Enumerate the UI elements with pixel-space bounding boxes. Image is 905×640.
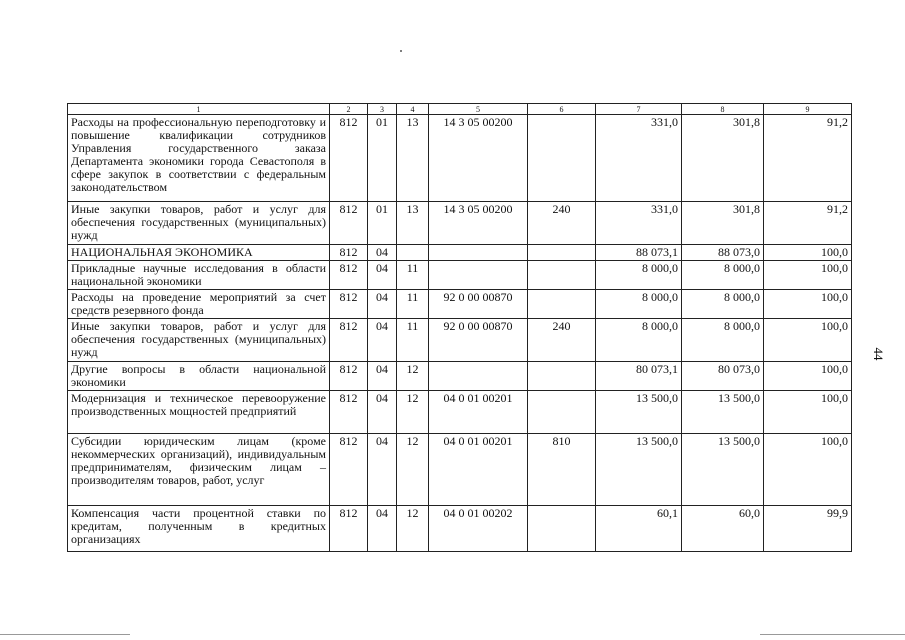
col-header-7: 7 — [596, 104, 682, 115]
cell-target-article: 92 0 00 00870 — [429, 290, 528, 319]
cell-name: Прикладные научные исследования в области национальной экономики — [68, 261, 330, 290]
cell-planned: 8 000,0 — [596, 319, 682, 362]
table-row — [68, 202, 852, 245]
cell-subsection: 12 — [397, 506, 429, 552]
cell-expense-type: 810 — [528, 434, 596, 506]
cell-target-article: 04 0 01 00202 — [429, 506, 528, 552]
cell-expense-type — [528, 362, 596, 391]
table-row — [68, 261, 852, 290]
cell-section: 04 — [368, 245, 397, 261]
cell-section: 01 — [368, 202, 397, 245]
cell-planned: 331,0 — [596, 115, 682, 202]
cell-percent: 100,0 — [764, 434, 852, 506]
cell-section: 04 — [368, 391, 397, 434]
cell-percent: 99,9 — [764, 506, 852, 552]
cell-target-article — [429, 261, 528, 290]
cell-percent: 100,0 — [764, 245, 852, 261]
cell-subsection: 12 — [397, 362, 429, 391]
column-number-row — [68, 104, 852, 115]
cell-ministry-code: 812 — [330, 506, 368, 552]
cell-planned: 80 073,1 — [596, 362, 682, 391]
cell-name: Расходы на профессиональную переподготовку и повышение квалификации сотрудников Управления государственного заказа Департамента экономики города Севастополя в сфере закупок в соответствии с федеральным законодательством — [68, 115, 330, 202]
col-header-3: 3 — [368, 104, 397, 115]
cell-executed: 88 073,0 — [682, 245, 764, 261]
cell-target-article — [429, 362, 528, 391]
cell-target-article: 04 0 01 00201 — [429, 391, 528, 434]
page-number: 44 — [871, 347, 886, 361]
cell-name: Иные закупки товаров, работ и услуг для обеспечения государственных (муниципальных) нужд — [68, 319, 330, 362]
cell-name: Модернизация и техническое перевооружение производственных мощностей предприятий — [68, 391, 330, 434]
cell-subsection: 12 — [397, 391, 429, 434]
cell-subsection: 11 — [397, 261, 429, 290]
cell-planned: 13 500,0 — [596, 434, 682, 506]
cell-planned: 8 000,0 — [596, 261, 682, 290]
cell-ministry-code: 812 — [330, 391, 368, 434]
cell-executed: 80 073,0 — [682, 362, 764, 391]
col-header-4: 4 — [397, 104, 429, 115]
cell-section: 04 — [368, 290, 397, 319]
table-row — [68, 290, 852, 319]
cell-subsection: 13 — [397, 202, 429, 245]
cell-percent: 100,0 — [764, 362, 852, 391]
cell-section: 01 — [368, 115, 397, 202]
cell-section: 04 — [368, 506, 397, 552]
col-header-8: 8 — [682, 104, 764, 115]
cell-planned: 8 000,0 — [596, 290, 682, 319]
cell-percent: 91,2 — [764, 202, 852, 245]
cell-target-article: 14 3 05 00200 — [429, 202, 528, 245]
cell-percent: 91,2 — [764, 115, 852, 202]
cell-target-article: 92 0 00 00870 — [429, 319, 528, 362]
cell-name: НАЦИОНАЛЬНАЯ ЭКОНОМИКА — [68, 245, 330, 261]
cell-executed: 301,8 — [682, 115, 764, 202]
cell-subsection: 13 — [397, 115, 429, 202]
cell-percent: 100,0 — [764, 290, 852, 319]
cell-expense-type: 240 — [528, 319, 596, 362]
cell-name: Иные закупки товаров, работ и услуг для обеспечения государственных (муниципальных) нужд — [68, 202, 330, 245]
table-row — [68, 391, 852, 434]
cell-percent: 100,0 — [764, 319, 852, 362]
cell-name: Другие вопросы в области национальной экономики — [68, 362, 330, 391]
budget-table — [67, 103, 852, 552]
cell-section: 04 — [368, 319, 397, 362]
col-header-9: 9 — [764, 104, 852, 115]
table-row — [68, 115, 852, 202]
cell-section: 04 — [368, 261, 397, 290]
cell-subsection: 11 — [397, 290, 429, 319]
cell-ministry-code: 812 — [330, 290, 368, 319]
cell-executed: 8 000,0 — [682, 290, 764, 319]
cell-percent: 100,0 — [764, 391, 852, 434]
table-row — [68, 362, 852, 391]
cell-subsection: 12 — [397, 434, 429, 506]
table-row — [68, 319, 852, 362]
cell-planned: 60,1 — [596, 506, 682, 552]
cell-target-article: 04 0 01 00201 — [429, 434, 528, 506]
cell-expense-type — [528, 506, 596, 552]
cell-ministry-code: 812 — [330, 319, 368, 362]
cell-executed: 8 000,0 — [682, 319, 764, 362]
cell-expense-type: 240 — [528, 202, 596, 245]
cell-subsection — [397, 245, 429, 261]
table-row — [68, 434, 852, 506]
cell-planned: 88 073,1 — [596, 245, 682, 261]
cell-percent: 100,0 — [764, 261, 852, 290]
cell-name: Субсидии юридическим лицам (кроме некоммерческих организаций), индивидуальным предпринимателям, физическим лицам – производителям товаров, работ, услуг — [68, 434, 330, 506]
table-row — [68, 506, 852, 552]
cell-expense-type — [528, 391, 596, 434]
cell-executed: 60,0 — [682, 506, 764, 552]
cell-ministry-code: 812 — [330, 115, 368, 202]
cell-name: Компенсация части процентной ставки по кредитам, полученным в кредитных организациях — [68, 506, 330, 552]
cell-expense-type — [528, 290, 596, 319]
cell-executed: 8 000,0 — [682, 261, 764, 290]
cell-planned: 331,0 — [596, 202, 682, 245]
cell-executed: 13 500,0 — [682, 434, 764, 506]
cell-executed: 13 500,0 — [682, 391, 764, 434]
col-header-5: 5 — [429, 104, 528, 115]
col-header-1: 1 — [68, 104, 330, 115]
cell-ministry-code: 812 — [330, 261, 368, 290]
cell-subsection: 11 — [397, 319, 429, 362]
cell-target-article — [429, 245, 528, 261]
cell-expense-type — [528, 115, 596, 202]
cell-expense-type — [528, 245, 596, 261]
cell-expense-type — [528, 261, 596, 290]
cell-executed: 301,8 — [682, 202, 764, 245]
cell-planned: 13 500,0 — [596, 391, 682, 434]
cell-ministry-code: 812 — [330, 245, 368, 261]
cell-ministry-code: 812 — [330, 362, 368, 391]
cell-name: Расходы на проведение мероприятий за счет средств резервного фонда — [68, 290, 330, 319]
cell-section: 04 — [368, 434, 397, 506]
scan-speck — [400, 50, 402, 52]
cell-section: 04 — [368, 362, 397, 391]
cell-ministry-code: 812 — [330, 434, 368, 506]
cell-ministry-code: 812 — [330, 202, 368, 245]
col-header-6: 6 — [528, 104, 596, 115]
col-header-2: 2 — [330, 104, 368, 115]
table-row — [68, 245, 852, 261]
cell-target-article: 14 3 05 00200 — [429, 115, 528, 202]
scan-bottom-edge — [0, 634, 905, 635]
